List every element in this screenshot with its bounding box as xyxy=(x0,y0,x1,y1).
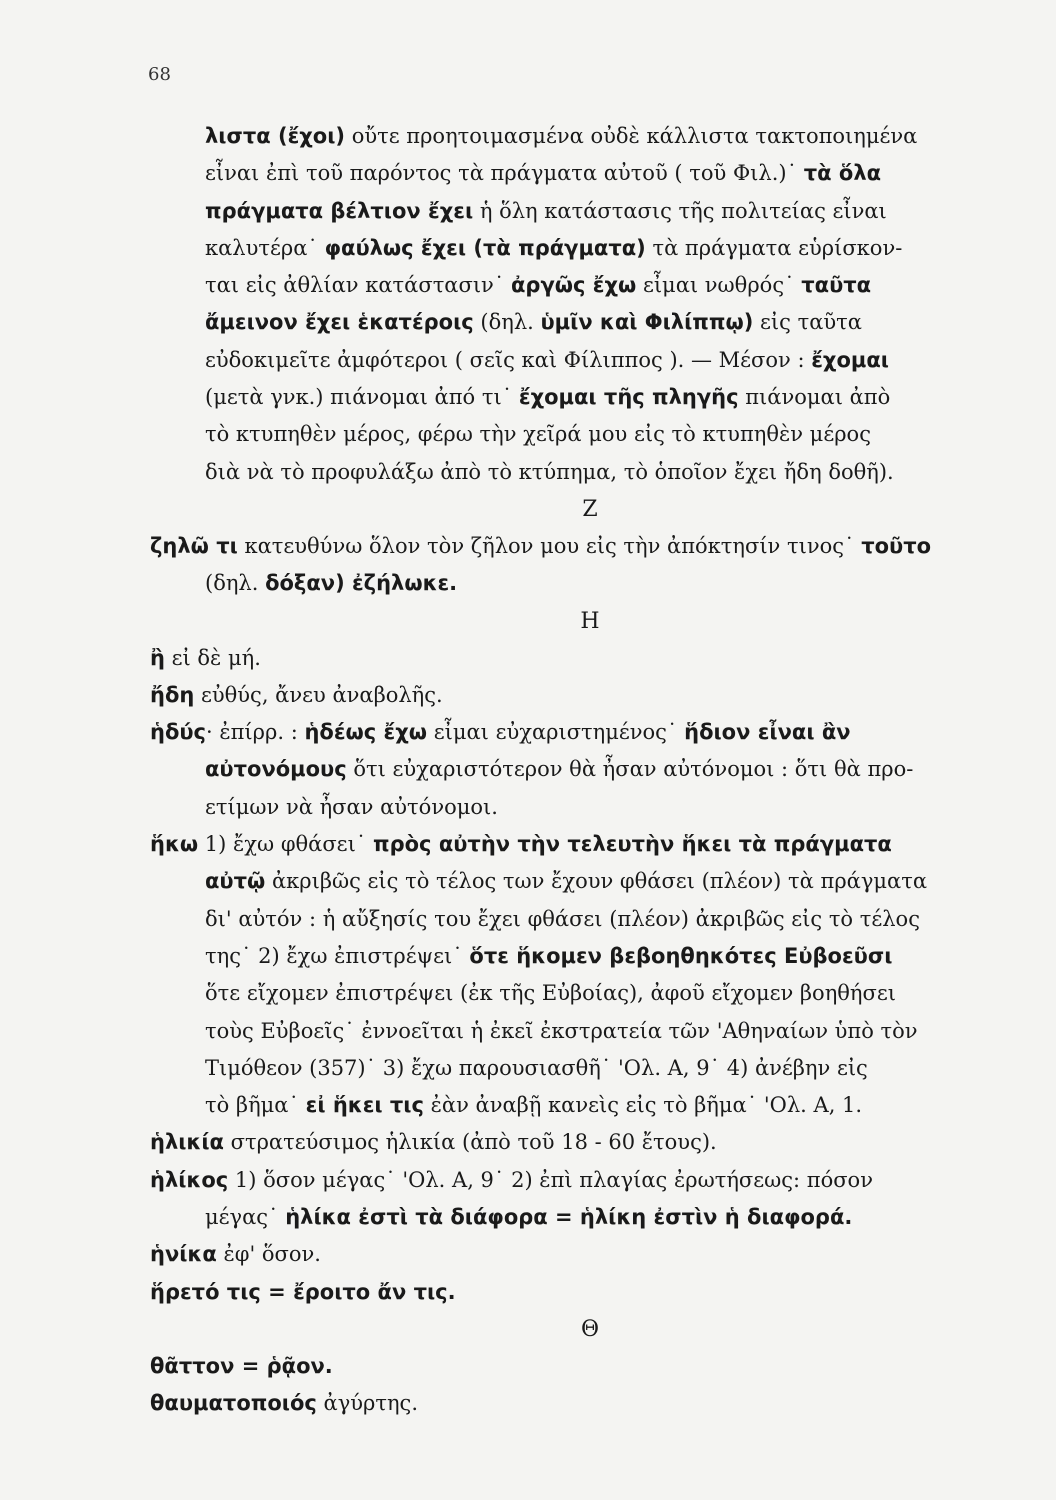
definition-text: 1) ὅσον μέγας˙ 'Ολ. Α, 9˙ 2) ἐπὶ πλαγίας ἐρωτήσεως: πόσον xyxy=(228,1167,873,1192)
phrase-bold: αὐτονόμους xyxy=(205,757,347,782)
definition-text: (δηλ. xyxy=(205,571,266,596)
headword: ἡνίκα xyxy=(150,1242,217,1267)
definition-text: ἐφ' ὅσον. xyxy=(216,1242,321,1267)
phrase-bold: ἄμεινον ἔχει ἑκατέροις xyxy=(205,310,474,335)
section-letter-zeta: Ζ xyxy=(582,496,598,522)
definition-text: 1) ἔχω φθάσει˙ xyxy=(198,832,373,857)
phrase-bold: πρὸς αὐτὴν τὴν τελευτὴν ἥκει τὰ πράγματα xyxy=(372,832,892,857)
definition-text: εἶμαι εὐχαριστημένος˙ xyxy=(427,720,685,745)
text-line xyxy=(150,751,1015,788)
text-line xyxy=(150,1013,1015,1050)
definition-text: ἡ ὅλη κατάστασις τῆς πολιτείας εἶναι xyxy=(473,198,887,223)
definition-text: ἐὰν ἀναβῇ κανεὶς εἰς τὸ βῆμα˙ 'Ολ. Α, 1. xyxy=(423,1093,863,1118)
text-line xyxy=(150,1050,1015,1087)
entry-heko xyxy=(150,826,1015,1124)
text-line xyxy=(150,1199,1015,1236)
definition-text: Τιμόθεον (357)˙ 3) ἔχω παρουσιασθῆ˙ 'Ολ. Α, 9˙ 4) ἀνέβην εἰς xyxy=(205,1055,868,1080)
phrase-bold: ἥδιον εἶναι ἂν xyxy=(684,720,851,745)
text-line xyxy=(150,1087,1015,1124)
text-line xyxy=(150,1162,1015,1199)
text-line xyxy=(205,193,1015,230)
phrase-bold: ἔχομαι xyxy=(811,347,889,372)
phrase-bold: τὰ ὅλα xyxy=(803,161,882,186)
definition-text: καλυτέρα˙ xyxy=(205,235,325,260)
text-line xyxy=(150,1124,1015,1161)
text-line xyxy=(205,342,1015,379)
definition-text: εἰ δὲ μή. xyxy=(164,645,261,670)
definition-text: τὸ κτυπηθὲν μέρος, φέρω τὴν χεῖρά μου εἰς τὸ κτυπηθὲν μέρος xyxy=(205,422,871,447)
text-line xyxy=(150,1236,1015,1273)
text-line xyxy=(205,118,1015,155)
text-line xyxy=(150,714,1015,751)
definition-text: εἰς ταῦτα xyxy=(753,310,862,335)
text-line xyxy=(205,155,1015,192)
definition-text: · ἐπίρρ. : xyxy=(206,720,305,745)
definition-text: εἶναι ἐπὶ τοῦ παρόντος τὰ πράγματα αὐτοῦ ( τοῦ Φιλ.)˙ xyxy=(205,161,804,186)
definition-text: ἀκριβῶς εἰς τὸ τέλος των ἔχουν φθάσει (πλέον) τὰ πράγματα xyxy=(265,869,928,894)
text-line xyxy=(150,677,1015,714)
definition-text: τὰ πράγματα εὑρίσκον- xyxy=(645,235,903,260)
definition-text: (δηλ. xyxy=(473,310,541,335)
definition-text: τὸ βῆμα˙ xyxy=(205,1093,306,1118)
definition-text: διὰ νὰ τὸ προφυλάξω ἀπὸ τὸ κτύπημα, τὸ ὁποῖον ἔχει ἤδη δοθῆ). xyxy=(205,459,894,484)
phrase-bold: εἰ ἥκει τις xyxy=(305,1093,424,1118)
text-line xyxy=(150,789,1015,826)
definition-text: δι' αὐτόν : ἡ αὔξησίς του ἔχει φθάσει (πλέον) ἀκριβῶς εἰς τὸ τέλος xyxy=(205,906,920,931)
phrase-bold: ἡλίκα ἐστὶ τὰ διάφορα = ἡλίκη ἐστὶν ἡ διαφορά. xyxy=(285,1205,853,1230)
headword: ζηλῶ τι xyxy=(150,533,238,558)
definition-text: ετίμων νὰ ἦσαν αὐτόνομοι. xyxy=(205,794,498,819)
definition-text: ὅτι εὐχαριστότερον θὰ ἦσαν αὐτόνομοι : ὅτι θὰ προ- xyxy=(346,757,914,782)
phrase-bold: πράγματα βέλτιον ἔχει xyxy=(205,198,474,223)
text-line xyxy=(205,230,1015,267)
definition-text: τοὺς Εὐβοεῖς˙ ἐννοεῖται ἡ ἐκεῖ ἐκστρατεία τῶν 'Αθηναίων ὑπὸ τὸν xyxy=(205,1018,918,1043)
text-line xyxy=(150,826,1015,863)
phrase-bold: ὅτε ἥκομεν βεβοηθηκότες Εὐβοεῦσι xyxy=(469,943,893,968)
entry-e xyxy=(150,640,1015,677)
text-line xyxy=(150,640,1015,677)
text-line xyxy=(205,267,1015,304)
definition-text: ὅτε εἴχομεν ἐπιστρέψει (ἐκ τῆς Εὐβοίας), ἀφοῦ εἴχομεν βοηθήσει xyxy=(205,981,896,1006)
definition-text: εἶμαι νωθρός˙ xyxy=(636,273,802,298)
page-number: 68 xyxy=(148,64,171,85)
text-line xyxy=(150,565,1015,602)
text-line xyxy=(205,379,1015,416)
definition-text: εὐδοκιμεῖτε ἀμφότεροι ( σεῖς καὶ Φίλιππος ). — Μέσον : xyxy=(205,347,812,372)
entry-zelo xyxy=(150,528,1015,603)
definition-text: ται εἰς ἀθλίαν κατάστασιν˙ xyxy=(205,273,511,298)
headword: ἡλικία xyxy=(150,1130,224,1155)
section-letter-eta: Η xyxy=(580,608,600,634)
text-line xyxy=(205,304,1015,341)
headword: ἡλίκος xyxy=(150,1167,229,1192)
definition-text: κατευθύνω ὅλον τὸν ζῆλον μου εἰς τὴν ἀπόκτησίν τινος˙ xyxy=(237,533,862,558)
entry-continuation xyxy=(205,118,1015,491)
definition-text: πιάνομαι ἀπὸ xyxy=(738,385,891,410)
phrase-bold: ἡδέως ἔχω xyxy=(304,720,428,745)
definition-text: μέγας˙ xyxy=(205,1205,286,1230)
entry-helikos xyxy=(150,1162,1015,1237)
phrase-bold: αὐτῷ xyxy=(205,869,266,894)
headword: ἢ xyxy=(150,645,165,670)
entry-thatton xyxy=(150,1348,1015,1385)
entry-hereto xyxy=(150,1274,1015,1311)
definition-text: εὐθύς, ἄνευ ἀναβολῆς. xyxy=(194,682,443,707)
headword: ἥρετό τις = ἔροιτο ἄν τις. xyxy=(150,1279,456,1304)
phrase-bold: τοῦτο xyxy=(861,533,932,558)
phrase-bold: ταῦτα xyxy=(801,273,872,298)
entry-ede xyxy=(150,677,1015,714)
definition-text: στρατεύσιμος ἡλικία (ἀπὸ τοῦ 18 - 60 ἔτους). xyxy=(223,1130,717,1155)
text-line xyxy=(205,416,1015,453)
text-line xyxy=(150,901,1015,938)
headword: ἥκω xyxy=(150,832,199,857)
headword: ἡδύς xyxy=(150,720,207,745)
definition-text: ἀγύρτης. xyxy=(316,1391,418,1416)
headword: ἤδη xyxy=(150,682,195,707)
phrase-bold: ἔχομαι τῆς πληγῆς xyxy=(518,385,739,410)
text-line xyxy=(150,1348,1015,1385)
definition-text: της˙ 2) ἔχω ἐπιστρέψει˙ xyxy=(205,943,470,968)
entry-thaumato xyxy=(150,1385,1015,1422)
dictionary-content xyxy=(150,118,1015,1423)
definition-text: (μετὰ γνκ.) πιάνομαι ἀπό τι˙ xyxy=(205,385,519,410)
headword: λιστα (ἔχοι) xyxy=(205,124,346,148)
entry-helikia xyxy=(150,1124,1015,1161)
section-letter-theta: Θ xyxy=(580,1316,600,1342)
text-line xyxy=(150,1274,1015,1311)
text-line xyxy=(150,938,1015,975)
phrase-bold: δόξαν) ἐζήλωκε. xyxy=(265,571,458,596)
definition-text: οὔτε προητοιμασμένα οὐδὲ κάλλιστα τακτοποιημένα xyxy=(345,124,918,148)
text-line xyxy=(150,528,1015,565)
text-line xyxy=(205,454,1015,491)
phrase-bold: ἀργῶς ἔχω xyxy=(511,273,637,298)
headword: θαυματοποιός xyxy=(150,1391,317,1416)
headword: θᾶττον = ῥᾷον. xyxy=(150,1353,333,1378)
entry-hedys xyxy=(150,714,1015,826)
phrase-bold: φαύλως ἔχει (τὰ πράγματα) xyxy=(324,235,646,260)
entry-henika xyxy=(150,1236,1015,1273)
phrase-bold: ὑμῖν καὶ Φιλίππῳ) xyxy=(540,310,754,335)
text-line xyxy=(150,1385,1015,1422)
text-line xyxy=(150,863,1015,900)
text-line xyxy=(150,975,1015,1012)
